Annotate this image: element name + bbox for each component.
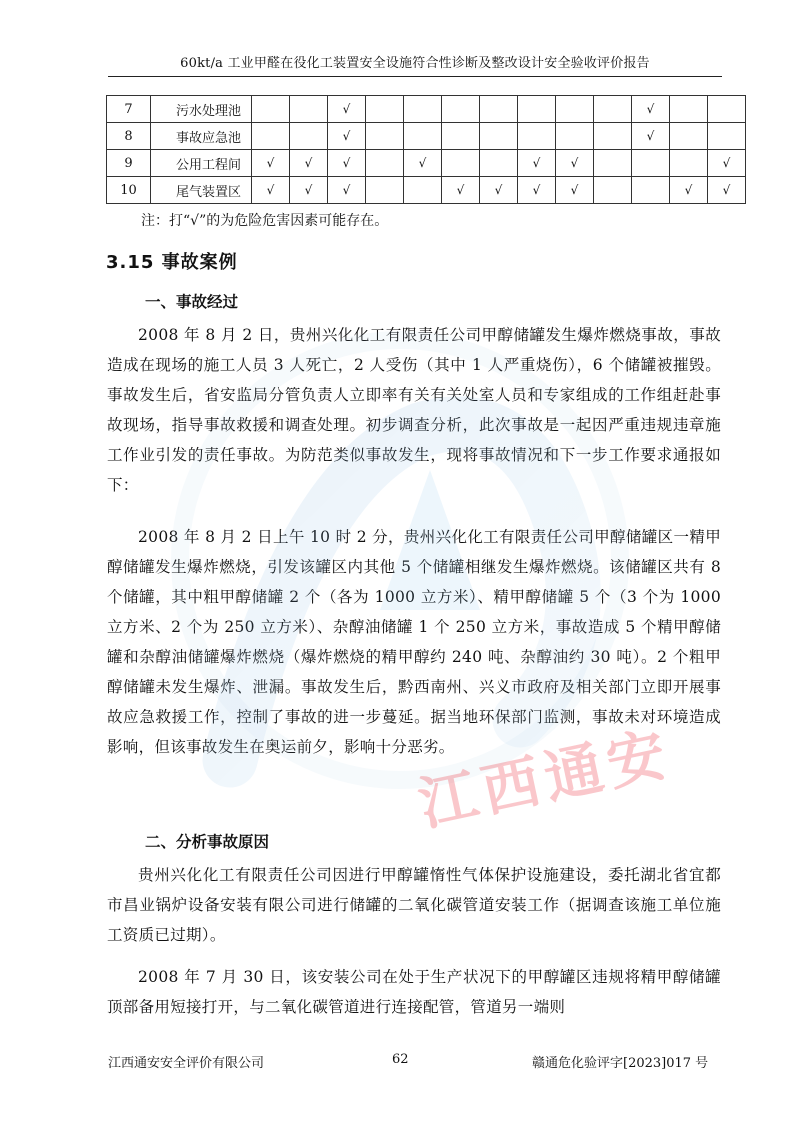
paragraph-4: 2008 年 7 月 30 日，该安装公司在处于生产状况下的甲醇罐区违规将精甲醇储罐顶部备用短接打开，与二氧化碳管道进行连接配管，管道另一端则	[107, 968, 721, 1016]
hazard-check-cell: √	[328, 96, 366, 123]
row-area-name: 事故应急池	[151, 123, 252, 150]
hazard-check-cell	[480, 96, 518, 123]
hazard-check-cell: √	[328, 150, 366, 177]
hazard-check-cell	[404, 96, 442, 123]
hazard-check-cell: √	[480, 177, 518, 204]
row-number: 7	[107, 96, 151, 123]
hazard-check-cell	[404, 123, 442, 150]
hazard-check-cell	[556, 96, 594, 123]
hazard-check-cell: √	[328, 177, 366, 204]
hazard-check-cell	[632, 177, 670, 204]
hazard-check-cell	[632, 150, 670, 177]
hazard-check-cell	[290, 96, 328, 123]
hazard-check-cell	[480, 150, 518, 177]
row-number: 10	[107, 177, 151, 204]
watermark-text: 江西通安	[412, 719, 678, 839]
row-number: 9	[107, 150, 151, 177]
hazard-check-cell: √	[556, 177, 594, 204]
hazard-check-cell: √	[518, 177, 556, 204]
hazard-check-cell	[404, 177, 442, 204]
hazard-check-cell: √	[556, 150, 594, 177]
footer-company: 江西通安安全评价有限公司	[108, 1056, 265, 1071]
paragraph-1: 2008 年 8 月 2 日，贵州兴化化工有限责任公司甲醇储罐发生爆炸燃烧事故，事故造成在现场的施工人员 3 人死亡，2 人受伤（其中 1 人严重烧伤），6 个储罐被摧毁。事故发生后，省安监局分管负责人立即率有关有关处室人员和专家组成的工作组赶赴事故现场，指导事故救援和调查处理。初步调查分析，此次事故是一起因严重违规违章施工作业引发的责任事故。为防范类似事故发生，现将事故情况和下一步工作要求通报如下：	[107, 326, 722, 494]
hazard-check-cell	[670, 150, 708, 177]
hazard-check-cell	[594, 177, 632, 204]
hazard-check-cell	[366, 150, 404, 177]
hazard-check-cell	[442, 150, 480, 177]
table-note: 注：打“√”的为危险危害因素可能存在。	[141, 213, 389, 229]
hazard-check-cell	[442, 96, 480, 123]
paragraph-2: 2008 年 8 月 2 日上午 10 时 2 分，贵州兴化化工有限责任公司甲醇储罐区一精甲醇储罐发生爆炸燃烧，引发该罐区内其他 5 个储罐相继发生爆炸燃烧。该储罐区共有 8 个储罐，其中粗甲醇储罐 2 个（各为 1000 立方米）、精甲醇储罐 5 个（3 个为 1000 立方米、2 个为 250 立方米）、杂醇油储罐 1 个 250 立方米，事故造成 5 个精甲醇储罐和杂醇油储罐爆炸燃烧（爆炸燃烧的精甲醇约 240 吨、杂醇油约 30 吨）。2 个粗甲醇储罐未发生爆炸、泄漏。事故发生后，黔西南州、兴义市政府及相关部门立即开展事故应急救援工作，控制了事故的进一步蔓延。据当地环保部门监测，事故未对环境造成影响，但该事故发生在奥运前夕，影响十分恶劣。	[107, 528, 721, 756]
hazard-check-cell	[594, 123, 632, 150]
table-row	[107, 123, 746, 150]
hazard-check-cell	[518, 123, 556, 150]
hazard-check-cell: √	[670, 177, 708, 204]
row-number: 8	[107, 123, 151, 150]
page-header: 60kt/a 工业甲醛在役化工装置安全设施符合性诊断及整改设计安全验收评价报告	[180, 56, 650, 71]
table-row	[107, 150, 746, 177]
paragraph-3: 贵州兴化化工有限责任公司因进行甲醇罐惰性气体保护设施建设，委托湖北省宜都市昌业锅炉设备安装有限公司进行储罐的二氧化碳管道安装工作（据调查该施工单位施工资质已过期）。	[107, 866, 721, 944]
section-title: 3.15 事故案例	[106, 252, 238, 273]
hazard-check-cell: √	[290, 150, 328, 177]
hazard-check-cell	[366, 177, 404, 204]
hazard-check-cell: √	[708, 177, 746, 204]
hazard-check-cell: √	[404, 150, 442, 177]
hazard-check-cell	[594, 150, 632, 177]
hazard-check-cell	[252, 123, 290, 150]
hazard-table	[106, 95, 746, 204]
hazard-check-cell	[290, 123, 328, 150]
hazard-check-cell	[442, 123, 480, 150]
hazard-check-cell	[518, 96, 556, 123]
hazard-check-cell	[366, 96, 404, 123]
hazard-check-cell: √	[632, 123, 670, 150]
hazard-check-cell: √	[252, 150, 290, 177]
footer-report-code: 赣通危化验评字[2023]017 号	[532, 1056, 709, 1071]
hazard-check-cell	[670, 96, 708, 123]
hazard-check-cell: √	[442, 177, 480, 204]
hazard-check-cell: √	[252, 177, 290, 204]
hazard-check-cell: √	[518, 150, 556, 177]
hazard-check-cell	[556, 123, 594, 150]
hazard-check-cell: √	[328, 123, 366, 150]
hazard-check-cell	[708, 123, 746, 150]
subsection-title-2: 二、分析事故原因	[145, 833, 270, 851]
row-area-name: 污水处理池	[151, 96, 252, 123]
footer-page-number: 62	[392, 1052, 409, 1067]
hazard-check-cell	[252, 96, 290, 123]
table-row	[107, 177, 746, 204]
hazard-check-cell	[480, 123, 518, 150]
hazard-check-cell: √	[632, 96, 670, 123]
hazard-check-cell: √	[290, 177, 328, 204]
hazard-check-cell	[594, 96, 632, 123]
hazard-check-cell	[708, 96, 746, 123]
hazard-check-cell: √	[708, 150, 746, 177]
row-area-name: 公用工程间	[151, 150, 252, 177]
header-divider	[108, 76, 722, 77]
hazard-check-cell	[366, 123, 404, 150]
subsection-title-1: 一、事故经过	[145, 293, 239, 311]
hazard-check-cell	[670, 123, 708, 150]
table-row	[107, 96, 746, 123]
row-area-name: 尾气装置区	[151, 177, 252, 204]
